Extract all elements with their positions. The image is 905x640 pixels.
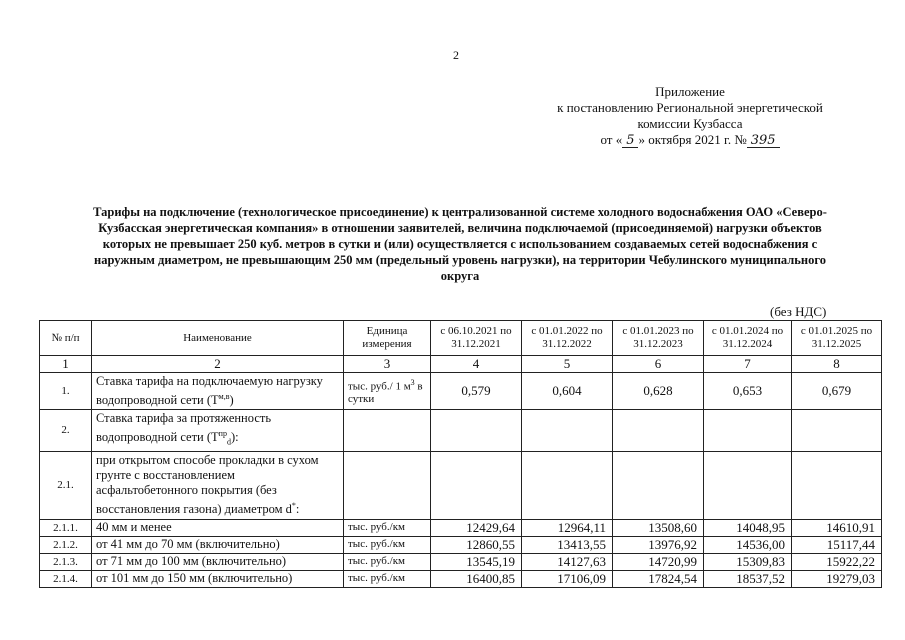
row-num: 2.1.4.: [40, 570, 92, 587]
row-name-sup: пр: [218, 429, 227, 439]
empty-cell: [431, 451, 522, 519]
row-num: 1.: [40, 373, 92, 410]
table-row: [40, 519, 882, 536]
table-row: [40, 410, 882, 452]
row-name-text: Ставка тарифа на подключаемую нагрузку водопроводной сети (Т: [96, 374, 323, 408]
appendix-block: [520, 84, 860, 148]
row-value: 14536,00: [704, 536, 792, 553]
table-header-row: [40, 321, 882, 356]
row-name: [92, 451, 344, 519]
empty-cell: [613, 410, 704, 452]
page-number: 2: [453, 48, 459, 62]
empty-cell: [613, 451, 704, 519]
row-value: 0,579: [431, 373, 522, 410]
row-name-end: :: [295, 502, 300, 517]
row-unit-sup: 3: [410, 377, 415, 387]
header-num: № п/п: [40, 321, 92, 356]
row-name-sup: *: [291, 501, 296, 511]
col-number: 8: [792, 356, 882, 373]
date-prefix: от «: [600, 132, 623, 147]
row-num: 2.: [40, 410, 92, 452]
column-numbers-row: [40, 356, 882, 373]
empty-cell: [792, 451, 882, 519]
date-day: 5: [622, 134, 638, 148]
header-period-2021: с 06.10.2021 по 31.12.2021: [431, 321, 522, 356]
document-number: 395: [747, 134, 780, 148]
header-period-2023: с 01.01.2023 по 31.12.2023: [613, 321, 704, 356]
empty-cell: [704, 451, 792, 519]
row-value: 13413,55: [522, 536, 613, 553]
row-value: 14610,91: [792, 519, 882, 536]
row-name: от 101 мм до 150 мм (включительно): [92, 570, 344, 587]
row-value: 15309,83: [704, 553, 792, 570]
header-unit: Единица измерения: [344, 321, 431, 356]
header-period-2022: с 01.01.2022 по 31.12.2022: [522, 321, 613, 356]
row-value: 13508,60: [613, 519, 704, 536]
header-name: Наименование: [92, 321, 344, 356]
row-unit-text: тыс. руб./ 1 м: [348, 380, 411, 393]
col-number: 4: [431, 356, 522, 373]
tariff-table: [39, 320, 882, 588]
appendix-date-line: [520, 132, 860, 148]
row-name-end: ): [229, 393, 234, 408]
date-mid: » октября 2021 г. №: [638, 132, 747, 147]
row-value: 12964,11: [522, 519, 613, 536]
row-value: 14720,99: [613, 553, 704, 570]
row-value: 0,628: [613, 373, 704, 410]
row-name: [92, 410, 344, 452]
row-name-sup: м,в: [218, 392, 230, 401]
row-name: 40 мм и менее: [92, 519, 344, 536]
row-name-text: Ставка тарифа за протяженность водопроводной сети (Т: [96, 411, 272, 445]
row-value: 12860,55: [431, 536, 522, 553]
table-row: [40, 553, 882, 570]
header-period-2025: с 01.01.2025 по 31.12.2025: [792, 321, 882, 356]
row-value: 16400,85: [431, 570, 522, 587]
row-name-text: при открытом способе прокладки в сухом грунте с восстановлением асфальтобетонного покрытия (без восстановления газона) диаметром d: [96, 453, 319, 517]
row-value: 14127,63: [522, 553, 613, 570]
empty-cell: [704, 410, 792, 452]
table-row: [40, 536, 882, 553]
row-unit: [344, 373, 431, 410]
row-value: 17824,54: [613, 570, 704, 587]
empty-cell: [344, 451, 431, 519]
empty-cell: [431, 410, 522, 452]
col-number: 2: [92, 356, 344, 373]
row-num: 2.1.1.: [40, 519, 92, 536]
row-unit-end: в сутки: [348, 380, 423, 406]
row-value: 0,679: [792, 373, 882, 410]
row-num: 2.1.3.: [40, 553, 92, 570]
row-value: 15117,44: [792, 536, 882, 553]
empty-cell: [522, 410, 613, 452]
table-row: [40, 570, 882, 587]
table-row: [40, 373, 882, 410]
row-name-end: ):: [230, 430, 239, 445]
table-row: [40, 451, 882, 519]
row-value: 12429,64: [431, 519, 522, 536]
row-name: [92, 373, 344, 410]
row-name-sub: d: [226, 437, 231, 447]
empty-cell: [522, 451, 613, 519]
row-num: 2.1.2.: [40, 536, 92, 553]
col-number: 6: [613, 356, 704, 373]
row-unit: тыс. руб./км: [344, 519, 431, 536]
row-value: 19279,03: [792, 570, 882, 587]
vat-note: (без НДС): [770, 304, 827, 319]
col-number: 7: [704, 356, 792, 373]
row-value: 0,604: [522, 373, 613, 410]
row-value: 17106,09: [522, 570, 613, 587]
row-name: от 71 мм до 100 мм (включительно): [92, 553, 344, 570]
row-unit: тыс. руб./км: [344, 536, 431, 553]
row-value: 18537,52: [704, 570, 792, 587]
appendix-line-1: Приложение: [655, 84, 725, 99]
row-unit: тыс. руб./км: [344, 570, 431, 587]
row-num: 2.1.: [40, 451, 92, 519]
row-value: 13976,92: [613, 536, 704, 553]
col-number: 3: [344, 356, 431, 373]
row-value: 13545,19: [431, 553, 522, 570]
appendix-line-2: к постановлению Региональной энергетической: [557, 100, 823, 115]
header-period-2024: с 01.01.2024 по 31.12.2024: [704, 321, 792, 356]
row-value: 15922,22: [792, 553, 882, 570]
row-unit: тыс. руб./км: [344, 553, 431, 570]
empty-cell: [344, 410, 431, 452]
row-name: от 41 мм до 70 мм (включительно): [92, 536, 344, 553]
row-value: 0,653: [704, 373, 792, 410]
appendix-line-3: комиссии Кузбасса: [637, 116, 743, 131]
document-title: Тарифы на подключение (технологическое присоединение) к централизованной системе холодного водоснабжения ОАО «Северо-Кузбасская энергетическая компания» в отношении заявителей, величина подключаемой (присоединяемой) нагрузки объектов которых не превышает 250 куб. метров в сутки и (или) осуществляется с использованием создаваемых сетей водоснабжения с наружным диаметром, не превышающим 250 мм (предельный уровень нагрузки), на территории Чебулинского муниципального округа: [93, 205, 827, 283]
row-value: 14048,95: [704, 519, 792, 536]
col-number: 1: [40, 356, 92, 373]
col-number: 5: [522, 356, 613, 373]
empty-cell: [792, 410, 882, 452]
